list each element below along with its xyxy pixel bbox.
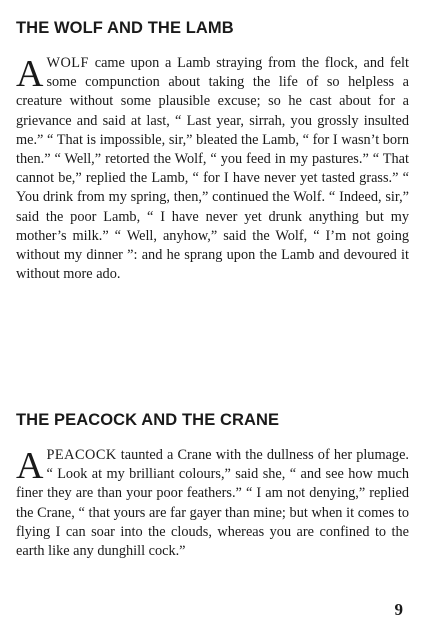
lead-word: WOLF bbox=[46, 55, 89, 71]
fable-wolf-and-lamb bbox=[16, 18, 409, 284]
fable-title: THE WOLF AND THE LAMB bbox=[16, 19, 234, 37]
page-number: 9 bbox=[394, 600, 403, 619]
fable-body bbox=[16, 54, 409, 284]
drop-cap: A bbox=[16, 53, 44, 95]
fable-text: taunted a Crane with the dullness of her plumage. “ Look at my brilliant colours,” said she, “ and see how much finer they are than your poor feathers.” “ I am not denying,” replied the Crane, “ that yours are far gayer than mine; but when it comes to flying I can soar into the clouds, whereas you are confined to the earth like any dunghill cock.” bbox=[16, 447, 409, 560]
fable-body bbox=[16, 446, 409, 561]
fable-peacock-and-crane bbox=[16, 410, 409, 561]
fable-text: came upon a Lamb straying from the flock, and felt some compunction about taking the life of so helpless a creature without some plausible excuse; so he cast about for a grievance and said at last, “ Last year, sirrah, you grossly insulted me.” “ That is impossible, sir,” bleated the Lamb, “ for I wasn’t born then.” “ Well,” retorted the Wolf, “ you feed in my pastures.” “ That cannot be,” replied the Lamb, “ for I have never yet tasted grass.” “ You drink from my spring, then,” continued the Wolf. “ Indeed, sir,” said the poor Lamb, “ I have never yet drunk anything but my mother’s milk.” “ Well, anyhow,” said the Wolf, “ I’m not going without my dinner ”: and he sprang upon the Lamb and devoured it without more ado. bbox=[16, 55, 409, 283]
fable-title: THE PEACOCK AND THE CRANE bbox=[16, 411, 280, 429]
lead-word: PEACOCK bbox=[46, 447, 117, 463]
drop-cap: A bbox=[16, 445, 44, 487]
